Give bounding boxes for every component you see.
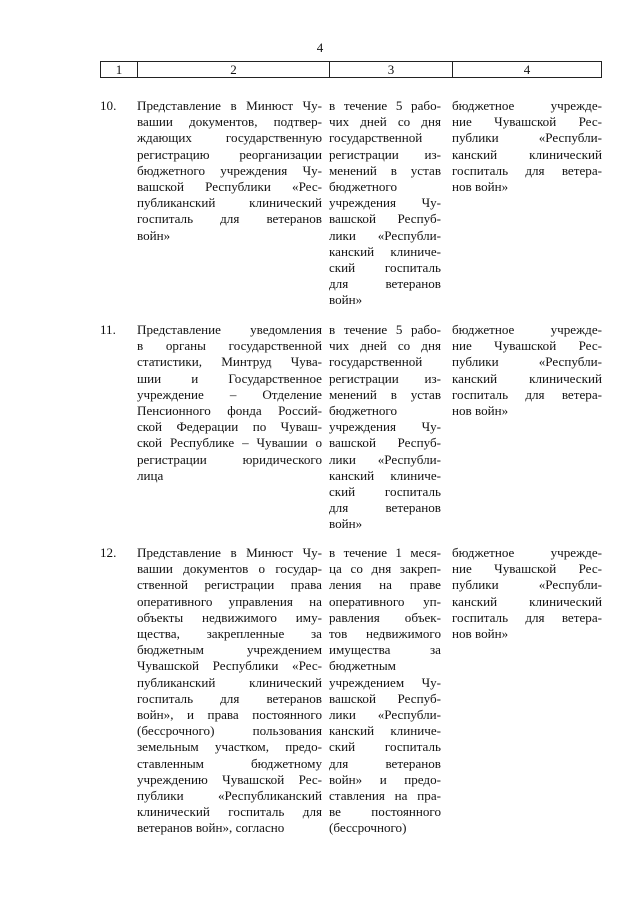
text-line: нов войн» [452, 626, 509, 642]
text-line: канский клинический [452, 593, 602, 609]
column-header-table [100, 61, 602, 78]
text-line: войн» и предо- [329, 771, 441, 787]
text-line: канский клиниче- [329, 723, 441, 739]
text-line: Пенсионного фонда Россий- [137, 403, 322, 419]
text-line: в течение 5 рабо- [329, 98, 441, 113]
text-line: войн» [329, 516, 363, 532]
text-line: ставления на пра- [329, 788, 441, 804]
text-line: ние Чувашской Рес- [452, 114, 602, 130]
text-line: менений в устав [329, 162, 441, 178]
text-line: земельным участком, предо- [137, 739, 322, 755]
text-line: войн» [137, 227, 171, 243]
text-line: Представление в Минюст Чу- [137, 98, 322, 113]
text-line: ственной регистрации права [137, 577, 322, 593]
text-line: оперативного уп- [329, 593, 441, 609]
page-number: 4 [316, 40, 324, 55]
text-line: клинический госпиталь для [137, 804, 322, 820]
text-line: канский клиниче- [329, 467, 441, 483]
row-number: 11. [100, 322, 116, 337]
header-col-3: 3 [330, 62, 453, 78]
text-line: войн», и права постоянного [137, 707, 322, 723]
text-line: ние Чувашской Рес- [452, 338, 602, 354]
text-line: лики «Республи- [329, 707, 441, 723]
text-line: учреждение – Отделение [137, 386, 322, 402]
text-line: учреждением Чу- [329, 674, 441, 690]
text-line: (бессрочного) [329, 820, 407, 836]
text-line: менений в устав [329, 386, 441, 402]
text-line: канский клиниче- [329, 243, 441, 259]
text-line: для ветеранов [329, 500, 441, 516]
text-line: бюджетное учрежде- [452, 98, 602, 113]
responsible-party [452, 98, 602, 195]
text-line: бюджетного учреждения Чу- [137, 162, 322, 178]
deadline [329, 322, 441, 533]
text-line: Представление в Минюст Чу- [137, 545, 322, 560]
text-line: вашской Респуб- [329, 435, 441, 451]
text-line: ления на праве [329, 577, 441, 593]
text-line: ставленным бюджетному [137, 755, 322, 771]
action-description [137, 98, 322, 244]
text-line: публиканский клинический [137, 195, 322, 211]
header-col-1: 1 [101, 62, 138, 78]
text-line: тов недвижимого [329, 626, 441, 642]
text-line: ждающих государственную [137, 130, 322, 146]
text-line: лики «Республи- [329, 451, 441, 467]
text-line: бюджетным учреждением [137, 642, 322, 658]
text-line: госпиталь для ветеранов [137, 690, 322, 706]
text-line: лики «Республи- [329, 227, 441, 243]
text-line: канский клинический [452, 370, 602, 386]
text-line: бюджетного [329, 179, 397, 195]
text-line: госпиталь для ветеранов [137, 211, 322, 227]
text-line: бюджетным [329, 658, 396, 674]
text-line: нов войн» [452, 179, 509, 195]
text-line: регистрации из- [329, 146, 441, 162]
text-line: госпиталь для ветера- [452, 386, 602, 402]
text-line: ский госпиталь [329, 260, 441, 276]
text-line: ской Федерации по Чуваш- [137, 419, 322, 435]
text-line: ние Чувашской Рес- [452, 561, 602, 577]
responsible-party [452, 545, 602, 642]
text-line: ский госпиталь [329, 484, 441, 500]
text-line: публики «Республи- [452, 577, 602, 593]
text-line: вашии документов о государ- [137, 561, 322, 577]
text-line: учреждения Чу- [329, 195, 441, 211]
row-number: 12. [100, 545, 117, 560]
text-line: щества, закрепленные за [137, 626, 322, 642]
text-line: нов войн» [452, 403, 509, 419]
text-line: бюджетное учрежде- [452, 322, 602, 337]
text-line: госпиталь для ветера- [452, 609, 602, 625]
deadline [329, 545, 441, 837]
text-line: ской Республике – Чувашии о [137, 435, 322, 451]
text-line: чих дней со дня [329, 114, 441, 130]
text-line: публиканский клинический [137, 674, 322, 690]
text-line: оперативного управления на [137, 593, 322, 609]
text-line: вашской Республики «Рес- [137, 179, 322, 195]
text-line: для ветеранов [329, 755, 441, 771]
text-line: публики «Республи- [452, 130, 602, 146]
text-line: в течение 1 меся- [329, 545, 441, 560]
text-line: шии и Государственное [137, 370, 322, 386]
text-line: ве постоянного [329, 804, 441, 820]
text-line: имущества за [329, 642, 441, 658]
header-col-2: 2 [138, 62, 330, 78]
text-line: регистрации юридического [137, 451, 322, 467]
text-line: статистики, Минтруд Чува- [137, 354, 322, 370]
text-line: регистрации из- [329, 370, 441, 386]
text-line: вашской Респуб- [329, 690, 441, 706]
deadline [329, 98, 441, 309]
text-line: государственной [329, 130, 423, 146]
text-line: вашской Респуб- [329, 211, 441, 227]
text-line: в органы государственной [137, 338, 322, 354]
text-line: ский госпиталь [329, 739, 441, 755]
text-line: в течение 5 рабо- [329, 322, 441, 337]
text-line: бюджетное учрежде- [452, 545, 602, 560]
text-line: объекты недвижимого иму- [137, 609, 322, 625]
text-line: бюджетного [329, 403, 397, 419]
text-line: публики «Республи- [452, 354, 602, 370]
text-line: регистрацию реорганизации [137, 146, 322, 162]
text-line: учреждению Чувашской Рес- [137, 771, 322, 787]
text-line: для ветеранов [329, 276, 441, 292]
text-line: публики «Республиканский [137, 788, 322, 804]
text-line: учреждения Чу- [329, 419, 441, 435]
text-line: ветеранов войн», согласно [137, 820, 285, 836]
text-line: госпиталь для ветера- [452, 162, 602, 178]
text-line: канский клинический [452, 146, 602, 162]
action-description [137, 545, 322, 837]
text-line: Представление уведомления [137, 322, 322, 337]
text-line: лица [137, 467, 164, 483]
text-line: Чувашской Республики «Рес- [137, 658, 322, 674]
text-line: (бессрочного) пользования [137, 723, 322, 739]
text-line: войн» [329, 292, 363, 308]
text-line: равления объек- [329, 609, 441, 625]
text-line: ца со дня закреп- [329, 561, 441, 577]
text-line: вашии документов, подтвер- [137, 114, 322, 130]
row-number: 10. [100, 98, 117, 113]
responsible-party [452, 322, 602, 419]
action-description [137, 322, 322, 484]
text-line: государственной [329, 354, 423, 370]
text-line: чих дней со дня [329, 338, 441, 354]
header-col-4: 4 [453, 62, 602, 78]
